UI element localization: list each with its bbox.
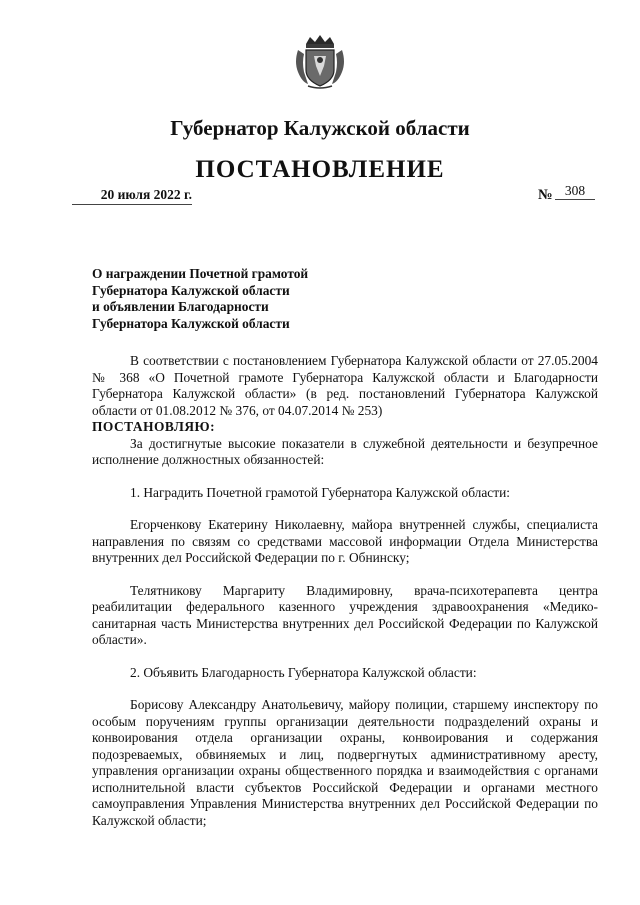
subject-line: О награждении Почетной грамотой bbox=[92, 266, 309, 281]
governor-title: Губернатор Калужской области bbox=[170, 116, 470, 140]
subject-line: Губернатора Калужской области bbox=[92, 282, 290, 298]
resolve-line bbox=[92, 419, 598, 436]
subject-line: Губернатора Калужской области bbox=[92, 315, 290, 331]
document-number-label: № bbox=[538, 187, 553, 203]
document-subject bbox=[92, 266, 332, 332]
item-2-heading: 2. Объявить Благодарность Губернатора Калужской области: bbox=[130, 664, 477, 680]
coat-of-arms-emblem bbox=[294, 32, 346, 90]
resolve-word: ПОСТАНОВЛЯЮ: bbox=[92, 419, 216, 434]
item-1-heading: 1. Наградить Почетной грамотой Губернатора Калужской области: bbox=[130, 484, 510, 500]
person-1-paragraph: Егорченкову Екатерину Николаевну, майора внутренней службы, специалиста направления по связям со средствами массовой информации Отдела Министерства внутренних дел Российской Федерации по г. Обнинску; bbox=[92, 517, 598, 565]
subject-line: и объявлении Благодарности bbox=[92, 299, 269, 314]
document-number: 308 bbox=[555, 183, 595, 200]
person-2-paragraph: Телятникову Маргариту Владимировну, врача-психотерапевта центра реабилитации федерального казенного учреждения здравоохранения «Медико-санитарная часть Министерства внутренних дел Российской Федерации по Калужской области». bbox=[92, 582, 598, 647]
document-date: 20 июля 2022 г. bbox=[72, 187, 192, 205]
reason-paragraph: За достигнутые высокие показатели в служебной деятельности и безупречное исполнение должностных обязанностей: bbox=[92, 435, 598, 467]
intro-paragraph: В соответствии с постановлением Губернатора Калужской области от 27.05.2004 № 368 «О Почетной грамоте Губернатора Калужской области и Благодарности Губернатора Калужской области» (в ред. постановлений Губернатора Калужской области от 01.08.2012 № 376, от 04.07.2014 № 253) bbox=[92, 353, 598, 418]
document-body bbox=[92, 353, 598, 829]
person-3-paragraph: Борисову Александру Анатольевичу, майору полиции, старшему инспектору по особым поручениям группы организации деятельности подразделений охраны и конвоирования отдела организации охраны, конвоирования и содержания подозреваемых, обвиняемых и лиц, подвергнутых административному аресту, управления организации охраны общественного порядка и взаимодействия с органами исполнительной власти субъектов Российской Федерации и органами местного самоуправления Управления Министерства внутренних дел Российской Федерации по Калужской области; bbox=[92, 697, 598, 828]
document-type-title: ПОСТАНОВЛЕНИЕ bbox=[195, 156, 445, 183]
